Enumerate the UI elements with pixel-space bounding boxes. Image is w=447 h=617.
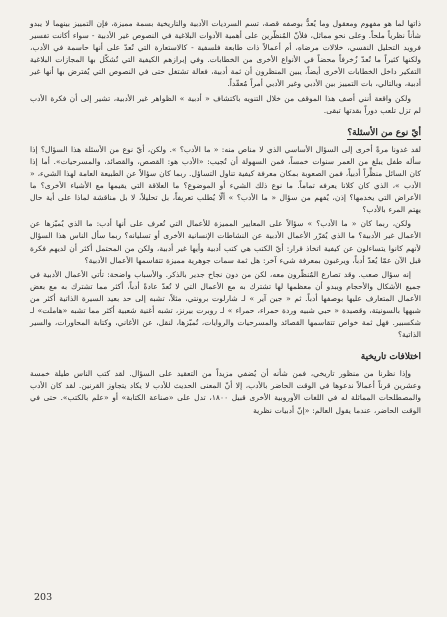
- paragraph-1: ذاتها لما هو مفهوم ومعقول وما يُعدُّ بوصفه قصة، تسم السرديات الأدبية والتاريخية بسمة مميزة، فإن التمييز بينهما لا يبدو شأناً نظرياً ملحاً. وعلى نحو مماثل، فلأنّ المُنظّرين على أهمية الأدوات البلاغية في النصوص غير الأدبية - سواء أكانت تفسير فرويد التحليل النفسي، خلالات مرضاه، أم أعمالاً ذات طابعة فلسفية - كالاستعارة التي تُعدّ على أنها حاسمة في الأدب، ولكنها كثيراً ما تُعدّ زُخرفاً محضاً في الأنواع الأخرى من الخطابات. وفي إبرازهم الكيفية التي تُشكّل بها المجازات البلاغية التفكير داخل الخطابات الأخرى أيضاً، يبين المنظرون أن ثمة أدبية، فعالة تشتغل حتى في النصوص التي يُفترض بها أنها غير أدبية، وبالتالي، بات التمييز بين الأدبي وغير الأدبي أمراً مُعقّداً.: [30, 19, 421, 89]
- paragraph-3: لقد غدونا مرةً أخرى إلى السؤال الأساسي الذي لا مناص منه: « ما الأدب؟ ». ولكن، أيّ نوع من الأسئلة هذا السؤال؟ إذا سأله طفل يبلغ من العمر سنوات خمساً، فمن السهولة أن تُجيب: «الأدب هو: القصص، والقصائد، والمسرحيات». أما إذا كان السائل منظِّراً أدبياً، فمن الصعوبة بمكان معرفة كيفية تناول التساؤل. ربما كان سؤالاً عن الطبيعة العامة لهذا الشيء، « الأدب »، الذي كان كلانا يعرفه تماماً. ما نوع ذلك الشيء أو الموضوع؟ ما العلاقة التي يقيمها مع الأشياء الأخرى؟ ما الأعراض التي يخدمها؟ إذن، يُفهم من سؤال « ما الأدب؟ » ألّا يُطلب تعريفاً، بل تحليلاً، لا بل مناقشة لماذا على أية حال يهتم المرء بالأدب؟: [30, 144, 421, 215]
- paragraph-4: ولكن، ربما كان « ما الأدب؟ » سؤالاً على المعايير المميزة للأعمال التي تُعرف على أنها أدب: ما الذي يُميّزها عن الأعمال غير الأدبية؟ ما الذي يُقرّر الأعمال الأدبية عن النشاطات الإنسانية الأخرى أو تسليانه؟ ربما سأل الناس هذا السؤال لأنهم كانوا يتساءلون عن كيفية اتخاذ قرار: أيّ الكتب هي كتب أدبية وأيها غير أدبية، ولكن من المحتمل أكثر أن لديهم فكرة قبل الآن عمّا يُعدّ أدباً، ويرغبون بمعرفة شيء آخر: هل ثمة سمات جوهرية مميزة تتقاسمها الأعمال الأدبية؟: [30, 219, 421, 265]
- section-heading-historical-differences: [30, 351, 421, 364]
- paragraph-2: ولكن واقعة أنني أصف هذا الموقف من خلال التنويه باكتشاف « أدبية » الظواهر غير الأدبية، تشير إلى أن فكرة الأدب لم تزل تلعب دوراً بقدتها تبقى.: [30, 93, 421, 115]
- section-heading-text: اختلافات تاريخية: [360, 352, 421, 363]
- section-heading-text: أيّ نوع من الأسئلة؟: [347, 127, 421, 138]
- page-number: 203: [34, 592, 53, 603]
- section-heading-question-type: [30, 127, 421, 140]
- paragraph-6: وإذا نظرنا من منظور تاريخي، فمن شأنه أن يُضفي مزيداً من التعقيد على السؤال. لقد كتب الناس طيلة خمسة وعشرين قرناً أعمالاً ندعوها في الوقت الحاضر بالأدب، إلا أنّ المعنى الحديث للأدب لا يكاد يتجاوز القرنين. لقد كان الأدب والمصطلحات المماثلة له في اللغات الأوروبية الأخرى قبيل ١٨٠٠، تدل على «صناعة الكتابة» أو «علم بالكتب». حتى في الوقت الحاضر، عندما يقول العالم: «إنّ أدبيات نظرية: [30, 369, 422, 415]
- paragraph-5: إنه سؤال صعب. وقد تصارع المُنظّرون معه، لكن من دون نجاح جدير بالذكر. والأسباب واضحة: تأتي الأعمال الأدبية في جميع الأشكال والأحجام ويبدو أن معظمها لها تشترك به مع الأعمال التي لا تُعدّ عادةً أدباً، أكثر مما تشترك به مع بعض الأعمال المتعارف عليها بوصفها أدباً. ثم « جين آير » لـ شارلوت برونتي، مثلاً، تشبه إلى حد بعيد السيرة الذاتية أكثر من شبهها بالسونيتة، وقصيدة « حبي شبيه وردة حمراء، حمراء » لـ روبرت بيرنز، تشبه أغنية شعبية أكثر مما تشبه «هاملت» لـ شكسبير. فهل ثمة خواص تتقاسمها القصائد والمسرحيات والروايات، تُميّزها، لنقل، عن الأغاني، وكتابة المحاورات، والسير الذاتية؟: [30, 269, 421, 340]
